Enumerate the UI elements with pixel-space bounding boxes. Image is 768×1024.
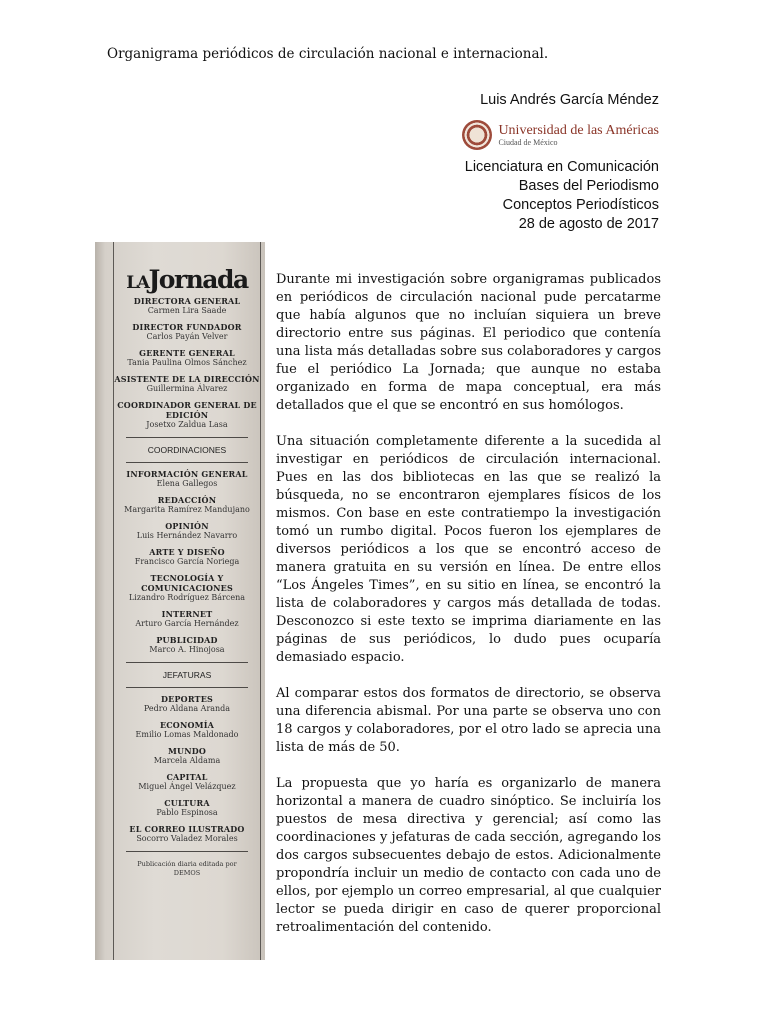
directory-entry [114, 609, 260, 629]
directory-entry [114, 573, 260, 603]
directory-name: Luis Hernández Navarro [136, 531, 238, 540]
directory-role: DIRECTOR FUNDADOR [132, 322, 242, 332]
directory-role: INFORMACIÓN GENERAL [126, 469, 248, 479]
directory-role: OPINIÓN [165, 521, 209, 531]
university-logo [462, 120, 659, 150]
newspaper-clipping-photo [95, 242, 265, 960]
directory-entry [114, 547, 260, 567]
directory-name: Pablo Espinosa [156, 808, 218, 817]
author-name: Luis Andrés García Méndez [480, 92, 659, 108]
directory-entry [114, 824, 260, 844]
directory-name: Pedro Aldana Aranda [143, 704, 231, 713]
directory-entry [114, 400, 260, 430]
university-name: Universidad de las Américas [498, 123, 659, 138]
directory-role: ASISTENTE DE LA DIRECCIÓN [114, 374, 260, 384]
directory-name: Marcela Aldama [153, 756, 221, 765]
directory-role: CAPITAL [166, 772, 208, 782]
directory-entry [114, 772, 260, 792]
divider [126, 851, 248, 852]
directory-name: Marco A. Hinojosa [149, 645, 225, 654]
directory-name: Josetxo Zaldua Lasa [146, 420, 228, 429]
jefaturas-heading: JEFATURAS [162, 670, 212, 680]
directory-role: MUNDO [167, 746, 207, 756]
directory-name: Miguel Ángel Velázquez [138, 782, 236, 791]
directory-name: Socorro Valadez Morales [136, 834, 238, 843]
divider [126, 462, 248, 463]
paragraph: Una situación completamente diferente a la sucedida al investigar en periódicos de circulación internacional. Pues en las dos bibliotecas en las que se realizó la búsqueda, no se encontraron ejemplares físicos de los mismos. Con base en este contratiempo la investigación tomó un rumbo digital. Pocos fueron los ejemplares de diversos periódicos a los que se encontró acceso de manera gratuita en su versión en línea. De entre ellos “Los Ángeles Times”, en su sitio en línea, se encontró la lista de colaboradores y cargos más detallada de todas. Desconozco si este texto se imprima diariamente en las páginas de sus periódicos, lo dudo pues ocuparía demasiado espacio. [276, 434, 661, 665]
directory-role: CULTURA [164, 798, 210, 808]
directory-entry [114, 720, 260, 740]
directory-entry [114, 374, 260, 394]
paragraph: La propuesta que yo haría es organizarlo de manera horizontal a manera de cuadro sinóptico. Se incluiría los puestos de mesa directiva y gerencial; así como las coordinaciones y jefaturas de cada sección, agregando los dos cargos subsecuentes debajo de estos. Adicionalmente propondría incluir un medio de contacto con cada uno de ellos, por ejemplo un correo empresarial, al que cualquier lector se pueda dirigir en caso de querer proporcional retroalimentación del contenido. [276, 776, 661, 935]
directory-entry [114, 469, 260, 489]
degree-line: Licenciatura en Comunicación [464, 159, 659, 175]
document-title: Organigrama periódicos de circulación nacional e internacional. [107, 46, 549, 62]
directory-entry [114, 296, 260, 316]
directory-role: TECNOLOGÍA Y COMUNICACIONES [141, 573, 233, 593]
directory-role: INTERNET [161, 609, 213, 619]
directory-role: DIRECTORA GENERAL [133, 296, 241, 306]
directory-name: Arturo García Hernández [135, 619, 239, 628]
directory-role: ECONOMÍA [159, 720, 215, 730]
directory-name: Emilio Lomas Maldonado [135, 730, 239, 739]
directory-name: Guillermina Álvarez [146, 384, 228, 393]
date-line: 28 de agosto de 2017 [518, 216, 659, 232]
directory-name: Margarita Ramírez Mandujano [124, 505, 250, 514]
directory-name: Francisco García Noriega [134, 557, 240, 566]
directory-entry [114, 694, 260, 714]
directory-entry [114, 322, 260, 342]
publisher-name: DEMOS [173, 869, 201, 877]
divider [126, 687, 248, 688]
coordinaciones-heading: COORDINACIONES [147, 445, 227, 455]
newspaper-masthead: LAJornada [126, 265, 248, 294]
directory-name: Tania Paulina Olmos Sánchez [127, 358, 247, 367]
directory-name: Carlos Payán Velver [146, 332, 228, 341]
essay-body [276, 271, 661, 955]
directory-role: GERENTE GENERAL [139, 348, 235, 358]
paragraph: Al comparar estos dos formatos de directorio, se observa una diferencia abismal. Por una parte se observa uno con 18 cargos y colaboradores, por el otro lado se aprecia una lista de más de 50. [276, 686, 661, 755]
author-header [462, 92, 659, 234]
directory-role: DEPORTES [161, 694, 213, 704]
university-city: Ciudad de México [498, 138, 558, 147]
publisher-note [114, 860, 260, 878]
course-line: Bases del Periodismo [518, 178, 659, 194]
paragraph: Durante mi investigación sobre organigramas publicados en periódicos de circulación nacional pude percatarme que había algunos que no incluían siquiera un breve directorio entre sus páginas. El periodico que contenía una lista más detalladas sobre sus colaboradores y cargos fue el periódico La Jornada; que aunque no estaba organizado en forma de mapa conceptual, era más detallados que el que se encontró en sus homólogos. [276, 272, 661, 413]
directory-name: Carmen Lira Saade [147, 306, 227, 315]
directory-role: PUBLICIDAD [156, 635, 218, 645]
directory-role: REDACCIÓN [157, 495, 217, 505]
directory-entry [114, 495, 260, 515]
university-seal-icon [462, 120, 492, 150]
directory-entry [114, 746, 260, 766]
directory-entry [114, 635, 260, 655]
topic-line: Conceptos Periodísticos [502, 197, 659, 213]
directory-role: COORDINADOR GENERAL DE EDICIÓN [117, 400, 257, 420]
divider [126, 662, 248, 663]
directory-name: Lizandro Rodríguez Bárcena [128, 593, 246, 602]
publisher-line: Publicación diaria editada por [137, 860, 237, 868]
directory-role: ARTE Y DISEÑO [149, 547, 225, 557]
directory-entry [114, 521, 260, 541]
directory-name: Elena Gallegos [156, 479, 218, 488]
divider [126, 437, 248, 438]
directory-entry [114, 798, 260, 818]
directory-role: EL CORREO ILUSTRADO [129, 824, 245, 834]
directory-entry [114, 348, 260, 368]
